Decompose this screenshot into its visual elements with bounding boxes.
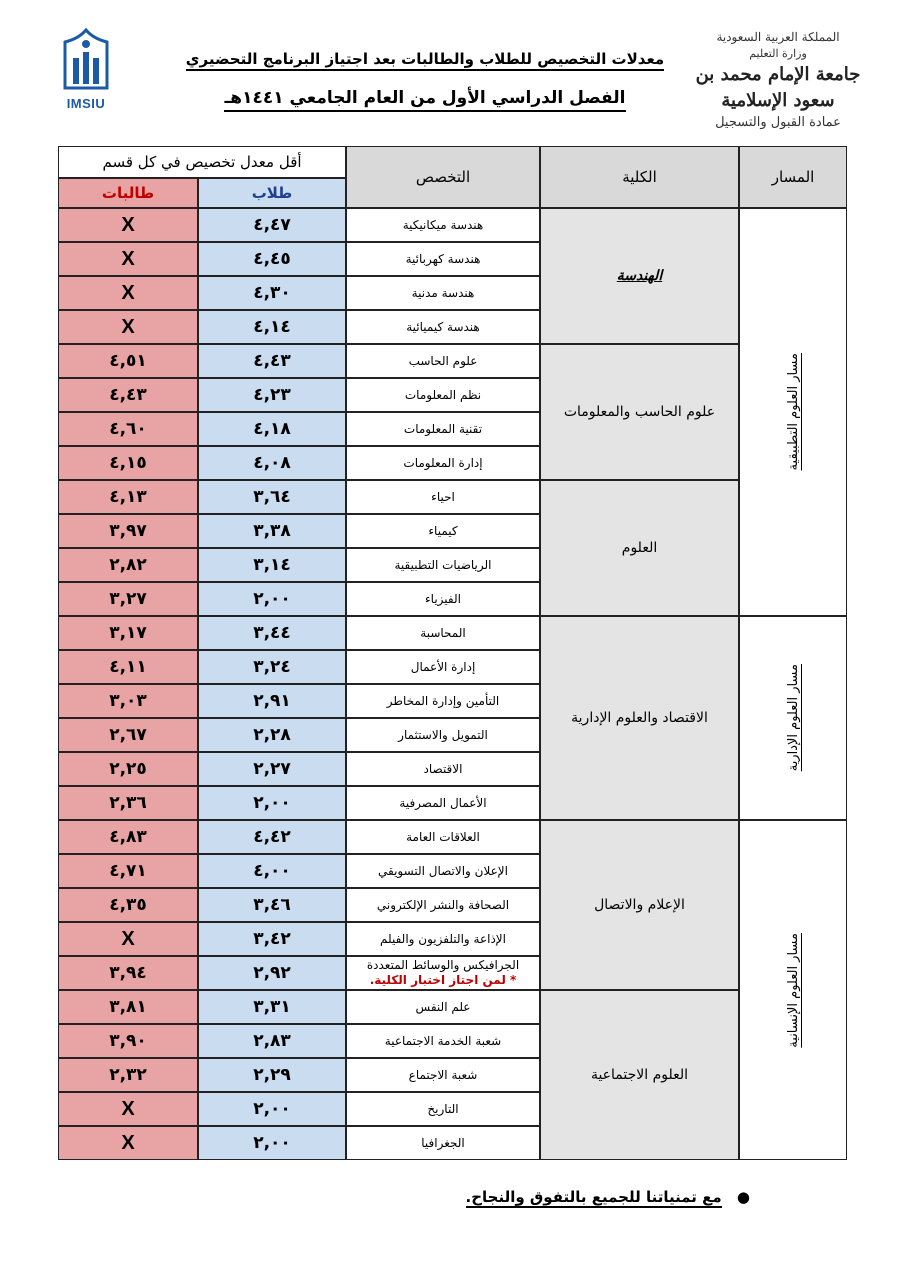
major-cell <box>346 650 540 684</box>
female-average-value: ٣,٩٧ <box>109 521 147 541</box>
track-cell <box>739 616 847 820</box>
female-average-cell <box>58 616 198 650</box>
female-average-cell <box>58 786 198 820</box>
major-label: إدارة المعلومات <box>403 455 483 470</box>
header-ministry: وزارة التعليم <box>749 47 807 60</box>
male-average-value: ٢,٩١ <box>253 691 291 711</box>
male-average-cell <box>198 1126 346 1160</box>
college-cell <box>540 820 739 990</box>
major-label: الإذاعة والتلفزيون والفيلم <box>380 931 506 946</box>
female-average-value: ٢,٢٥ <box>109 759 147 779</box>
college-name: العلوم <box>621 540 658 556</box>
track-name: مسار العلوم الإدارية <box>785 664 801 772</box>
male-average-cell <box>198 1058 346 1092</box>
female-average-cell <box>58 548 198 582</box>
female-average-cell <box>58 922 198 956</box>
male-average-value: ٢,٢٧ <box>253 759 291 779</box>
female-average-value: ٢,٨٢ <box>109 555 147 575</box>
header-male-label: طلاب <box>251 184 293 202</box>
major-name <box>406 830 480 845</box>
female-average-cell <box>58 990 198 1024</box>
major-name <box>405 388 481 403</box>
college-name: الاقتصاد والعلوم الإدارية <box>571 710 708 726</box>
male-average-value: ٣,٤٤ <box>253 623 291 643</box>
female-average-cell <box>58 1126 198 1160</box>
major-name <box>387 694 499 709</box>
male-average-value: ٣,٣٨ <box>253 521 291 541</box>
major-label: علم النفس <box>415 999 471 1014</box>
major-label: هندسة كهربائية <box>405 251 481 266</box>
female-average-cell <box>58 446 198 480</box>
female-average-value: ٣,٠٣ <box>109 691 147 711</box>
major-label: كيمياء <box>428 523 458 538</box>
male-average-value: ٤,١٨ <box>253 419 291 439</box>
male-average-value: ٢,٢٨ <box>253 725 291 745</box>
male-average-cell <box>198 208 346 242</box>
male-average-cell <box>198 854 346 888</box>
male-average-value: ٤,٤٥ <box>253 249 291 269</box>
college-cell <box>540 480 739 616</box>
major-name <box>420 626 465 641</box>
female-average-cell <box>58 310 198 344</box>
male-average-cell <box>198 956 346 990</box>
major-cell <box>346 888 540 922</box>
female-average-value: ٤,٧١ <box>109 861 147 881</box>
major-cell <box>346 412 540 446</box>
male-average-cell <box>198 718 346 752</box>
header-female <box>58 178 198 208</box>
major-cell <box>346 582 540 616</box>
major-name <box>404 422 482 437</box>
major-cell <box>346 854 540 888</box>
male-average-cell <box>198 378 346 412</box>
major-cell <box>346 1058 540 1092</box>
page-title: معدلات التخصيص للطلاب والطالبات بعد اجتياز البرنامج التحضيري <box>150 50 700 68</box>
major-cell <box>346 1024 540 1058</box>
college-cell <box>540 344 739 480</box>
male-average-cell <box>198 752 346 786</box>
major-name <box>398 728 488 743</box>
female-average-value: ٤,١٥ <box>109 453 147 473</box>
major-cell <box>346 480 540 514</box>
major-cell <box>346 752 540 786</box>
major-label: المحاسبة <box>420 625 466 640</box>
female-average-value: X <box>121 1097 135 1120</box>
male-average-value: ٤,٠٨ <box>253 453 291 473</box>
female-average-value: ٤,٣٥ <box>109 895 147 915</box>
male-average-cell <box>198 1024 346 1058</box>
male-average-cell <box>198 310 346 344</box>
female-average-value: ٣,٢٧ <box>109 589 147 609</box>
male-average-cell <box>198 582 346 616</box>
female-average-cell <box>58 242 198 276</box>
male-average-value: ٤,٤٢ <box>253 827 291 847</box>
major-name <box>428 524 457 539</box>
college-name: العلوم الاجتماعية <box>590 1067 689 1083</box>
female-average-value: ٣,١٧ <box>109 623 147 643</box>
track-cell <box>739 820 847 1160</box>
major-name <box>409 1068 478 1083</box>
male-average-value: ٣,٤٦ <box>253 895 291 915</box>
major-cell <box>346 310 540 344</box>
header-female-label: طالبات <box>101 184 155 202</box>
major-name <box>424 762 463 777</box>
major-cell <box>346 616 540 650</box>
major-note: * لمن اجتاز اختبار الكلية. <box>369 973 517 987</box>
female-average-cell <box>58 752 198 786</box>
major-label: الرياضيات التطبيقية <box>394 557 492 572</box>
major-label: احياء <box>431 489 455 504</box>
header-min-average-label: أقل معدل تخصيص في كل قسم <box>102 153 302 171</box>
major-cell <box>346 1092 540 1126</box>
female-average-value: ٢,٣٦ <box>109 793 147 813</box>
major-label: الأعمال المصرفية <box>399 795 487 810</box>
female-average-value: ٤,١١ <box>109 657 147 677</box>
female-average-cell <box>58 684 198 718</box>
female-average-value: X <box>121 247 135 270</box>
female-average-value: X <box>121 281 135 304</box>
header-track-label: المسار <box>771 168 815 186</box>
female-average-value: ٢,٦٧ <box>109 725 147 745</box>
major-name <box>427 1102 458 1117</box>
female-average-cell <box>58 1058 198 1092</box>
female-average-cell <box>58 650 198 684</box>
major-label: التأمين وإدارة المخاطر <box>386 693 500 708</box>
male-average-cell <box>198 344 346 378</box>
major-name <box>399 796 486 811</box>
female-average-cell <box>58 1092 198 1126</box>
major-name <box>395 558 492 573</box>
female-average-cell <box>58 888 198 922</box>
male-average-cell <box>198 922 346 956</box>
major-label: العلاقات العامة <box>406 829 480 844</box>
major-name <box>367 958 519 988</box>
female-average-cell <box>58 718 198 752</box>
male-average-cell <box>198 276 346 310</box>
college-name: علوم الحاسب والمعلومات <box>563 404 716 420</box>
female-average-value: X <box>121 213 135 236</box>
header-country: المملكة العربية السعودية <box>716 30 840 44</box>
major-cell <box>346 922 540 956</box>
major-label: الاقتصاد <box>423 761 463 776</box>
major-label: نظم المعلومات <box>404 387 482 402</box>
allocation-table <box>58 146 847 1176</box>
major-name <box>412 286 475 301</box>
major-label: هندسة كيميائية <box>406 319 480 334</box>
female-average-value: ٤,٥١ <box>109 351 147 371</box>
male-average-value: ٢,٢٩ <box>253 1065 291 1085</box>
college-name: الإعلام والاتصال <box>594 897 685 913</box>
female-average-value: ٤,٦٠ <box>109 419 147 439</box>
major-name <box>406 252 481 267</box>
male-average-value: ٢,٠٠ <box>253 793 291 813</box>
male-average-cell <box>198 1092 346 1126</box>
major-cell <box>346 684 540 718</box>
major-label: هندسة مدنية <box>411 285 475 300</box>
major-label: هندسة ميكانيكية <box>402 217 484 232</box>
college-cell <box>540 616 739 820</box>
male-average-value: ٣,١٤ <box>253 555 291 575</box>
header-deanship: عمادة القبول والتسجيل <box>715 115 841 130</box>
major-label: شعبة الاجتماع <box>408 1067 478 1082</box>
bullet-icon: ● <box>736 1188 750 1206</box>
footer-message: ● مع تمنياتنا للجميع بالتفوق والنجاح. <box>465 1188 750 1206</box>
major-name <box>411 660 476 675</box>
major-label: الصحافة والنشر الإلكتروني <box>376 897 510 912</box>
male-average-cell <box>198 684 346 718</box>
male-average-value: ٤,٤٧ <box>253 215 291 235</box>
male-average-cell <box>198 412 346 446</box>
male-average-cell <box>198 548 346 582</box>
header-min-average <box>58 146 346 178</box>
male-average-value: ٤,٠٠ <box>253 861 291 881</box>
college-name: الهندسة <box>616 268 663 284</box>
female-average-cell <box>58 1024 198 1058</box>
major-name <box>377 898 509 913</box>
major-name <box>406 320 480 335</box>
female-average-cell <box>58 582 198 616</box>
college-cell <box>540 208 739 344</box>
female-average-cell <box>58 514 198 548</box>
female-average-value: ٣,٩٤ <box>109 963 147 983</box>
major-label: تقنية المعلومات <box>403 421 483 436</box>
track-cell <box>739 208 847 616</box>
male-average-value: ٤,٤٣ <box>253 351 291 371</box>
header-major-label: التخصص <box>415 168 471 186</box>
major-cell <box>346 786 540 820</box>
female-average-cell <box>58 208 198 242</box>
header-college-label: الكلية <box>622 168 657 186</box>
header-college <box>540 146 739 208</box>
major-label: التاريخ <box>427 1101 459 1116</box>
male-average-cell <box>198 888 346 922</box>
male-average-value: ٢,٨٣ <box>253 1031 291 1051</box>
major-name <box>378 864 508 879</box>
female-average-value: ٤,٨٣ <box>109 827 147 847</box>
female-average-cell <box>58 480 198 514</box>
major-label: شعبة الخدمة الاجتماعية <box>384 1033 502 1048</box>
male-average-value: ٢,٩٢ <box>253 963 291 983</box>
male-average-value: ٣,٤٢ <box>253 929 291 949</box>
female-average-cell <box>58 276 198 310</box>
male-average-value: ٣,٣١ <box>253 997 291 1017</box>
major-name <box>385 1034 501 1049</box>
female-average-value: X <box>121 1131 135 1154</box>
major-name <box>425 592 461 607</box>
male-average-value: ٤,٢٣ <box>253 385 291 405</box>
female-average-cell <box>58 820 198 854</box>
header-university: جامعة الإمام محمد بن سعود الإسلامية <box>695 64 861 111</box>
male-average-value: ٤,١٤ <box>253 317 291 337</box>
logo-emblem-icon <box>55 28 117 98</box>
track-name: مسار العلوم الإنسانية <box>785 932 801 1048</box>
major-label: الإعلان والاتصال التسويقي <box>378 863 508 878</box>
college-cell <box>540 990 739 1160</box>
female-average-cell <box>58 378 198 412</box>
male-average-cell <box>198 650 346 684</box>
header-major <box>346 146 540 208</box>
major-name <box>416 1000 471 1015</box>
male-average-cell <box>198 616 346 650</box>
major-cell <box>346 820 540 854</box>
major-cell <box>346 956 540 990</box>
female-average-cell <box>58 344 198 378</box>
major-cell <box>346 718 540 752</box>
major-name <box>403 218 484 233</box>
major-cell <box>346 446 540 480</box>
female-average-value: ٣,٩٠ <box>109 1031 147 1051</box>
major-label: التمويل والاستثمار <box>398 727 488 742</box>
major-cell <box>346 378 540 412</box>
male-average-cell <box>198 786 346 820</box>
major-label: الجغرافيا <box>421 1135 465 1150</box>
major-name <box>380 932 506 947</box>
male-average-value: ٣,٦٤ <box>253 487 291 507</box>
major-label: الجرافيكس والوسائط المتعددة <box>366 958 520 972</box>
major-cell <box>346 242 540 276</box>
female-average-value: ٣,٨١ <box>109 997 147 1017</box>
major-name <box>431 490 455 505</box>
male-average-cell <box>198 514 346 548</box>
track-name: مسار العلوم التطبيقية <box>785 353 801 471</box>
female-average-cell <box>58 412 198 446</box>
male-average-value: ٢,٠٠ <box>253 1099 291 1119</box>
logo-text: IMSIU <box>66 96 106 111</box>
major-cell <box>346 276 540 310</box>
male-average-value: ٢,٠٠ <box>253 1133 291 1153</box>
major-cell <box>346 990 540 1024</box>
header-male <box>198 178 346 208</box>
major-cell <box>346 1126 540 1160</box>
male-average-value: ٤,٣٠ <box>253 283 291 303</box>
major-label: علوم الحاسب <box>408 353 478 368</box>
major-name <box>421 1136 465 1151</box>
major-label: الفيزياء <box>425 591 461 606</box>
major-cell <box>346 514 540 548</box>
male-average-cell <box>198 990 346 1024</box>
male-average-cell <box>198 242 346 276</box>
male-average-cell <box>198 446 346 480</box>
female-average-value: X <box>121 927 135 950</box>
major-cell <box>346 344 540 378</box>
male-average-cell <box>198 820 346 854</box>
major-name <box>403 456 482 471</box>
ministry-header <box>683 28 873 132</box>
page-subtitle: الفصل الدراسي الأول من العام الجامعي ١٤٤١هـ <box>200 88 650 108</box>
female-average-value: X <box>121 315 135 338</box>
male-average-value: ٢,٠٠ <box>253 589 291 609</box>
female-average-value: ٤,١٣ <box>109 487 147 507</box>
header-track <box>739 146 847 208</box>
major-cell <box>346 208 540 242</box>
male-average-value: ٣,٢٤ <box>253 657 291 677</box>
female-average-cell <box>58 854 198 888</box>
female-average-cell <box>58 956 198 990</box>
major-label: إدارة الأعمال <box>410 659 476 674</box>
major-name <box>409 354 478 369</box>
female-average-value: ٤,٤٣ <box>109 385 147 405</box>
major-cell <box>346 548 540 582</box>
male-average-cell <box>198 480 346 514</box>
female-average-value: ٢,٣٢ <box>109 1065 147 1085</box>
